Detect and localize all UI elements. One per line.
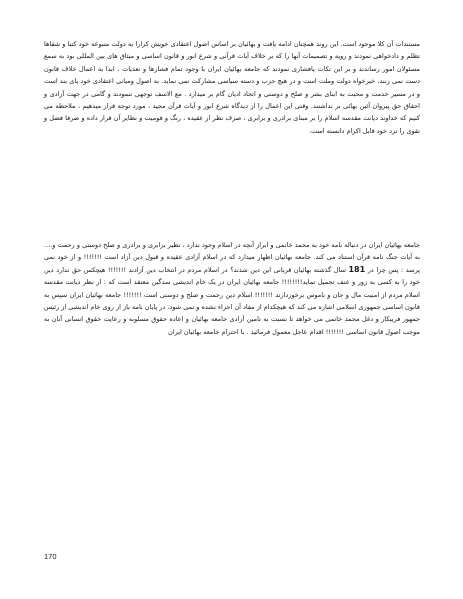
paragraph-2-part-b: سال گذشته بهائیان قربانی این دین شدند؟ در اسلام مردم در انتخاب دین آزادند !!!!!!! هیچکس حق ندارد دین خود را به کسی به زور و عنف تحمیل نماید!!!!!!!! جامعه بهائیان ایران در یک خام اندیشی سدگین معتقد است که : از نظر دیانت مقدسه اسلام مردم از امنیت مال و جان و ناموس برخوردارند !!!!!!! اسلام دین رحمت و صلح و دوستی است !!!!!!! جامعه بهائیان ایران سپس به قانون اساسی جمهوری اسلامی اشاره می کند که هیچکدام از مفاد آن اجراء نشده و نمی شود. در پایان نامه باز از روی خام اندیشی از رئیس جمهور فریبکار و دغل محمد خاتمی می خواهد تا نسبت به تامین آزادی جامعه بهائیان و اعاده حقوق مسلوبه و رعایت حقوق انسانی آنان به موجب اصول قانون اساسی !!!!!!! اقدام عاجل معمول فرمائید . با احترام جامعه بهائیان ایران xyxy=(44,265,420,336)
page-number: 170 xyxy=(44,552,57,561)
paragraph-2-part-a: جامعه بهائیان ایران در دنباله نامه خود به محمد خاتمی و ابراز آنچه در اسلام وجود ندارد ، نظیر برابری و برادری و صلح دوستی و رحمت و.... به آیات جنگ نامه قرآن استناد می کند. جامعه بهائیان اظهار میدارد که در اسلام آزادی عقیده و قبول دین آزاد است !!!!!!! و از خود نمی پرسد : پس چرا در xyxy=(44,241,421,274)
body-paragraph-1: مستندات آن کلا موجود است. این روند همچنان ادامه یافت و بهائیان بر اساس اصول اعتقادی خویش کرارا به دولت متبوعه خود کتبا و شفاها تظلم و دادخواهی نمودند و رویه و تصمیمات آنها را که بر خلاف آیات قرآنی و شرع انور و قانون اساسی و میثاق های بین المللی بود به سمع مسئولان امور رساندند و بر این نکات پافشاری نمودند که جامعه بهائیان ایران با وجود تمام فشارها و تعدیات ، ابدا به اعمال خلاف قانون دست نمی زنند، خیرخواه دولت وملت است و در هیچ حزب و دسته سیاسی مشارکت نمی نماید. به اصول ومبانی اعتقادی خود پای بند است و در مسیر خدمت و محبت به ابنای بشر و صلح و دوستی و اتحاد ادیان گام بر میدارد . مع الاسف توجهی ننمودند و گامی در جهت آزادی و احقاق حق پیروان آئین بهائی بر نداشتند. وقتی این اعمال را از دیدگاه شرع انور و آیات قرآن مجید ، مورد توجه قرار میدهیم ، ملاحظه می کنیم که خداوند دیانت مقدسه اسلام را بر مبنای برادری و برابری ، صرف نظر از عقیده ، رنگ و قومیت و نظایر آن قرار داده و صرفا فضل و تقوی را نزد خود قابل اکرام دانسته است. xyxy=(44,40,420,135)
year-number: 181 xyxy=(348,264,366,274)
body-paragraph-2 xyxy=(44,239,420,338)
